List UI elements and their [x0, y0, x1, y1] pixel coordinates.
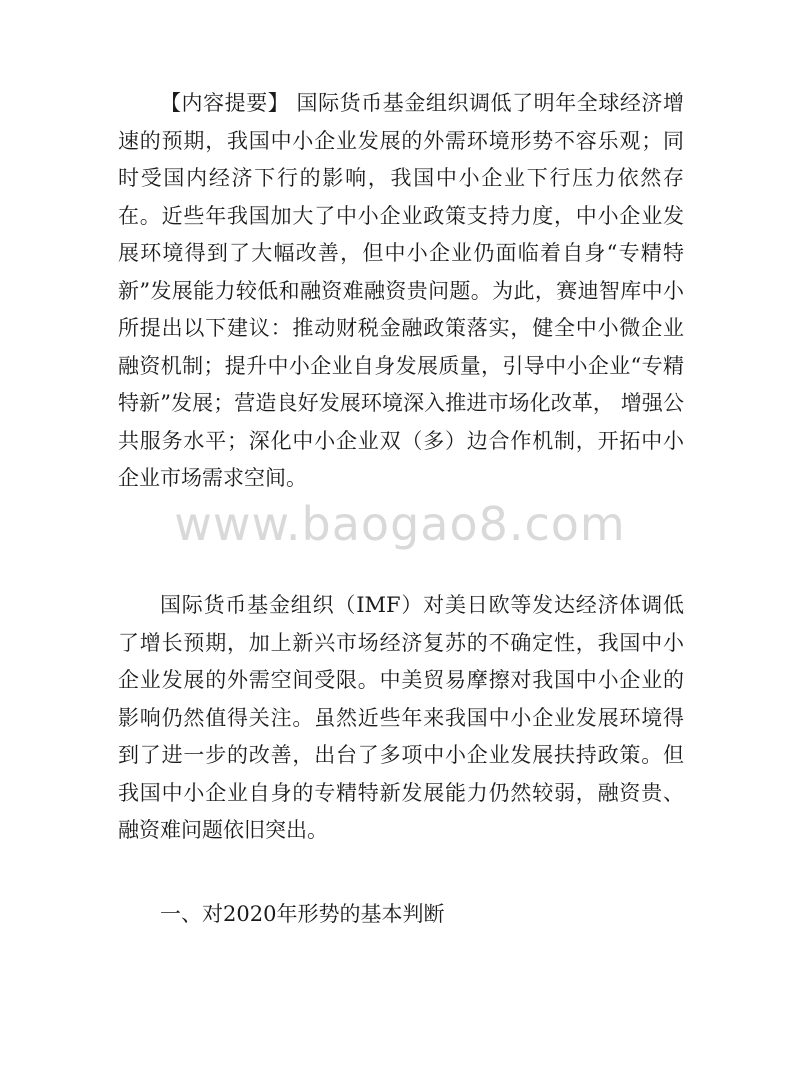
- abstract-paragraph: [118, 85, 684, 498]
- abstract-label: 【内容提要】: [160, 91, 290, 115]
- watermark: www.baogao8.com: [174, 497, 626, 551]
- body-paragraph: 国际货币基金组织（IMF）对美日欧等发达经济体调低了增长预期，加上新兴市场经济复苏的不确定性，我国中小企业发展的外需空间受限。中美贸易摩擦对我国中小企业的影响仍然值得关注。虽然近些年来我国中小企业发展环境得到了进一步的改善，出台了多项中小企业发展扶持政策。但我国中小企业自身的专精特新发展能力仍然较弱，融资贵、融资难问题依旧突出。: [118, 593, 684, 842]
- section-heading: 一、对2020年形势的基本判断: [160, 902, 445, 926]
- abstract-text: 国际货币基金组织调低了明年全球经济增速的预期，我国中小企业发展的外需环境形势不容乐观；同时受国内经济下行的影响，我国中小企业下行压力依然存在。近些年我国加大了中小企业政策支持力度，中小企业发展环境得到了大幅改善，但中小企业仍面临着自身“专精特新”发展能力较低和融资难融资贵问题。为此，赛迪智库中小所提出以下建议：推动财税金融政策落实，健全中小微企业融资机制；提升中小企业自身发展质量，引导中小企业“专精特新”发展；营造良好发展环境深入推进市场化改革， 增强公共服务水平；深化中小企业双（多）边合作机制，开拓中小企业市场需求空间。: [118, 91, 684, 490]
